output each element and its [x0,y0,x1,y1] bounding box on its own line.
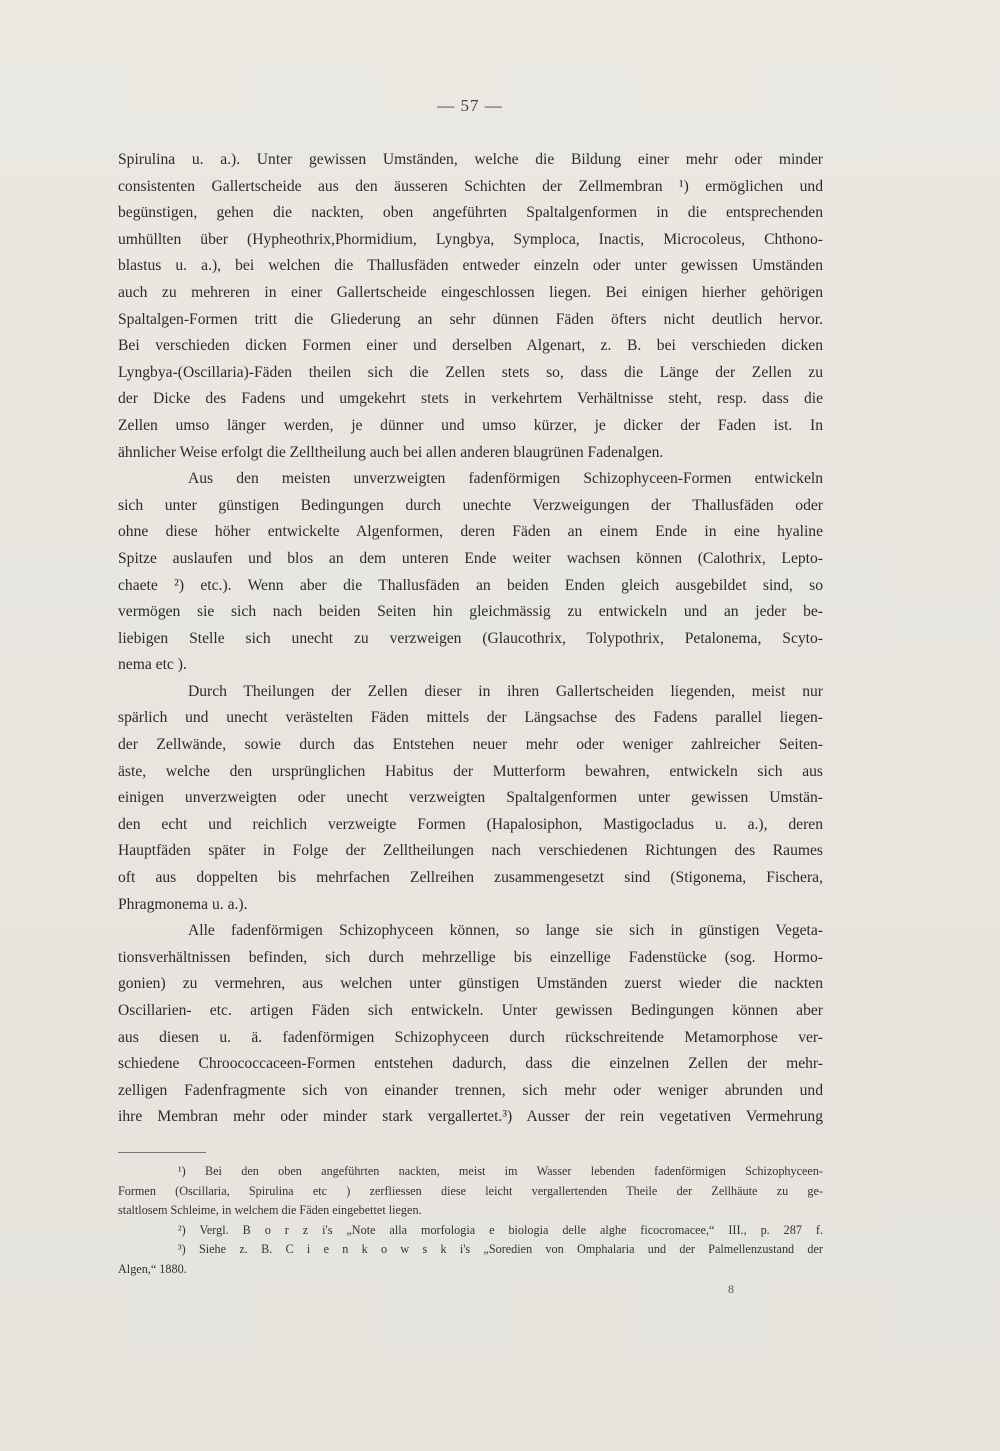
text-line: ihre Membran mehr oder minder stark vergallertet.³) Ausser der rein vegetativen Vermehrung [118,1108,823,1126]
text-line: auch zu mehreren in einer Gallertscheide eingeschlossen liegen. Bei einigen hierher gehörigen [118,283,823,301]
text-line: ohne diese höher entwickelte Algenformen, deren Fäden an einem Ende in eine hyaline [118,523,823,541]
footnotes [118,1162,823,1279]
text-line: vermögen sie sich nach beiden Seiten hin gleichmässig zu entwickeln und an jeder be- [118,603,823,621]
footnote-line: staltlosem Schleime, in welchem die Fäden eingebettet liegen. [118,1203,422,1217]
text-line: einigen unverzweigten oder unecht verzweigten Spaltalgenformen unter gewissen Umstän- [118,789,823,807]
text-line: ähnlicher Weise erfolgt die Zelltheilung auch bei allen anderen blaugrünen Fadenalgen. [118,443,664,461]
footnote-line: ¹) Bei den oben angeführten nackten, meist im Wasser lebenden fadenförmigen Schizophyceen- [178,1164,823,1178]
footnote-divider [118,1152,206,1153]
text-line: der Dicke des Fadens und umgekehrt stets in verkehrtem Verhältnisse steht, resp. dass die [118,390,823,408]
text-line: aus diesen u. ä. fadenförmigen Schizophyceen durch rückschreitende Metamorphose ver- [118,1028,823,1046]
text-line: chaete ²) etc.). Wenn aber die Thallusfäden an beiden Enden gleich ausgebildet sind, so [118,576,823,594]
text-line: consistenten Gallertscheide aus den äusseren Schichten der Zellmembran ¹) ermöglichen und [118,177,823,195]
footnote-line: Algen,“ 1880. [118,1261,187,1276]
signature-mark: 8 [728,1282,734,1296]
text-line: sich unter günstigen Bedingungen durch unechte Verzweigungen der Thallusfäden oder [118,496,823,514]
text-line: gonien) zu vermehren, aus welchen unter günstigen Umständen zuerst wieder die nackten [118,975,823,993]
text-line: den echt und reichlich verzweigte Formen (Hapalosiphon, Mastigocladus u. a.), deren [118,815,823,833]
text-line: Spitze auslaufen und blos an dem unteren Ende weiter wachsen können (Calothrix, Lepto- [118,549,823,567]
text-line: umhüllten über (Hypheothrix,Phormidium, Lyngbya, Symploca, Inactis, Microcoleus, Chthono- [118,230,823,248]
text-line: Durch Theilungen der Zellen dieser in ihren Gallertscheiden liegenden, meist nur [188,682,823,700]
text-line: zelligen Fadenfragmente sich von einander trennen, sich mehr oder weniger abrunden und [118,1081,823,1099]
text-line: blastus u. a.), bei welchen die Thallusfäden entweder einzeln oder unter gewissen Umständen [118,257,823,275]
text-line: Spaltalgen-Formen tritt die Gliederung an sehr dünnen Fäden öfters nicht deutlich hervor. [118,310,823,328]
text-line: Aus den meisten unverzweigten fadenförmigen Schizophyceen-Formen entwickeln [188,470,823,488]
text-line: Phragmonema u. a.). [118,895,248,913]
text-line: Lyngbya-(Oscillaria)-Fäden theilen sich die Zellen stets so, dass die Länge der Zellen zu [118,363,823,381]
text-line: begünstigen, gehen die nackten, oben angeführten Spaltalgenformen in die entsprechenden [118,204,823,222]
text-line: Bei verschieden dicken Formen einer und derselben Algenart, z. B. bei verschieden dicken [118,337,823,355]
text-line: oft aus doppelten bis mehrfachen Zellreihen zusammengesetzt sind (Stigonema, Fischera, [118,869,823,887]
footnote-line: ²) Vergl. B o r z i's „Note alla morfologia e biologia delle alghe ficocromacee,“ III., p. 287 f. [178,1222,823,1237]
body-text [118,147,823,1131]
page-number: — 57 — [437,96,503,115]
text-line: äste, welche den ursprünglichen Habitus der Mutterform bewahren, entwickeln sich aus [118,762,823,780]
text-line: Alle fadenförmigen Schizophyceen können, so lange sie sich in günstigen Vegeta- [188,922,823,940]
text-line: liebigen Stelle sich unecht zu verzweigen (Glaucothrix, Tolypothrix, Petalonema, Scyto- [118,629,823,647]
footnote-line: ³) Siehe z. B. C i e n k o w s k i's „Soredien von Omphalaria und der Palmellenzustand der [178,1242,823,1256]
text-line: der Zellwände, sowie durch das Entstehen neuer mehr oder weniger zahlreicher Seiten- [118,736,823,754]
text-line: Zellen umso länger werden, je dünner und umso kürzer, je dicker der Faden ist. In [118,416,823,434]
text-line: Spirulina u. a.). Unter gewissen Umständen, welche die Bildung einer mehr oder minder [118,151,823,168]
text-line: Hauptfäden später in Folge der Zelltheilungen nach verschiedenen Richtungen des Raumes [118,842,823,860]
footnote-line: Formen (Oscillaria, Spirulina etc ) zerfliessen diese leicht vergallertenden Theile der Zellhäute zu ge- [118,1183,823,1198]
text-line: tionsverhältnissen befinden, sich durch mehrzellige bis einzellige Fadenstücke (sog. Hormo- [118,948,823,966]
text-line: spärlich und unecht verästelten Fäden mittels der Längsachse des Fadens parallel liegen- [118,709,823,727]
text-line: schiedene Chroococcaceen-Formen entstehen dadurch, dass die einzelnen Zellen der mehr- [118,1055,823,1073]
text-line: nema etc ). [118,656,187,674]
text-line: Oscillarien- etc. artigen Fäden sich entwickeln. Unter gewissen Bedingungen können aber [118,1002,823,1019]
